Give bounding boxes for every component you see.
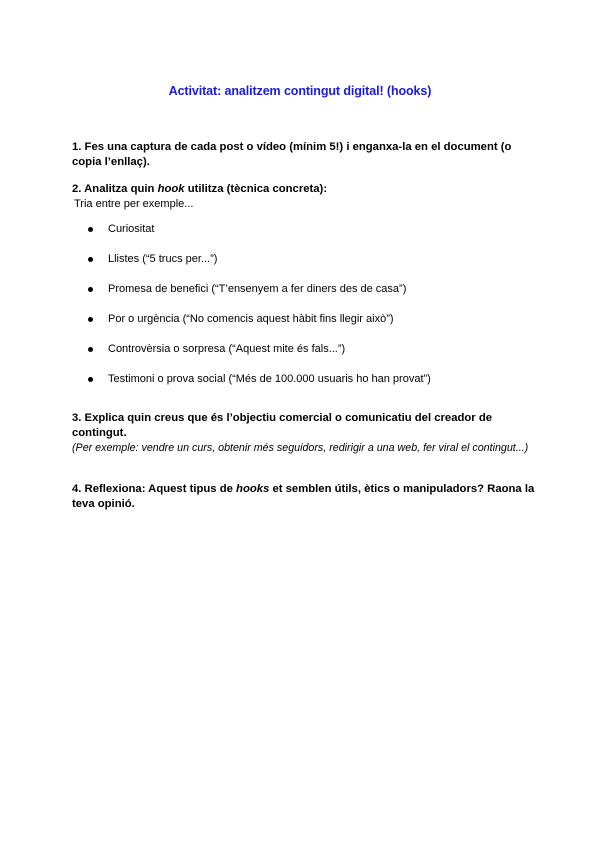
option-label: Controvèrsia o sorpresa (“Aquest mite és fals...”) <box>108 343 346 355</box>
question-2-text-end: utilitza (tècnica concreta): <box>184 183 328 195</box>
question-2-emphasis: hook <box>157 183 185 195</box>
bullet-icon <box>88 257 93 262</box>
question-3-note: (Per exemple: vendre un curs, obtenir més seguidors, redirigir a una web, fer viral el contingut...) <box>72 442 529 454</box>
question-2-text-start: 2. Analitza quin <box>72 183 158 195</box>
question-2-intro: Tria entre per exemple... <box>74 198 194 210</box>
bullet-icon <box>88 377 93 382</box>
bullet-icon <box>88 317 93 322</box>
question-2 <box>72 182 542 197</box>
question-4-text-start: 4. Reflexiona: Aquest tipus de <box>72 483 237 495</box>
option-label: Curiositat <box>108 223 155 235</box>
option-label: Promesa de benefici (“T’ensenyem a fer diners des de casa”) <box>108 283 407 295</box>
bullet-icon <box>88 287 93 292</box>
document-title: Activitat: analitzem contingut digital! (hooks) <box>168 84 432 98</box>
option-label: Llistes (“5 trucs per...”) <box>108 253 218 265</box>
question-1: 1. Fes una captura de cada post o vídeo (mínim 5!) i enganxa-la en el document (o copia l’enllaç). <box>72 141 512 168</box>
question-4-text-end: et semblen útils, ètics o manipuladors? Raona la teva opinió. <box>72 483 535 510</box>
bullet-icon <box>88 347 93 352</box>
bullet-icon <box>88 227 93 232</box>
question-4-emphasis: hooks <box>236 483 270 495</box>
option-label: Por o urgència (“No comencis aquest hàbit fins llegir això”) <box>108 313 394 325</box>
option-label: Testimoni o prova social (“Més de 100.000 usuaris ho han provat”) <box>108 373 431 385</box>
question-3: 3. Explica quin creus que és l’objectiu comercial o comunicatiu del creador de contingut. <box>72 412 492 439</box>
question-4 <box>72 482 542 512</box>
